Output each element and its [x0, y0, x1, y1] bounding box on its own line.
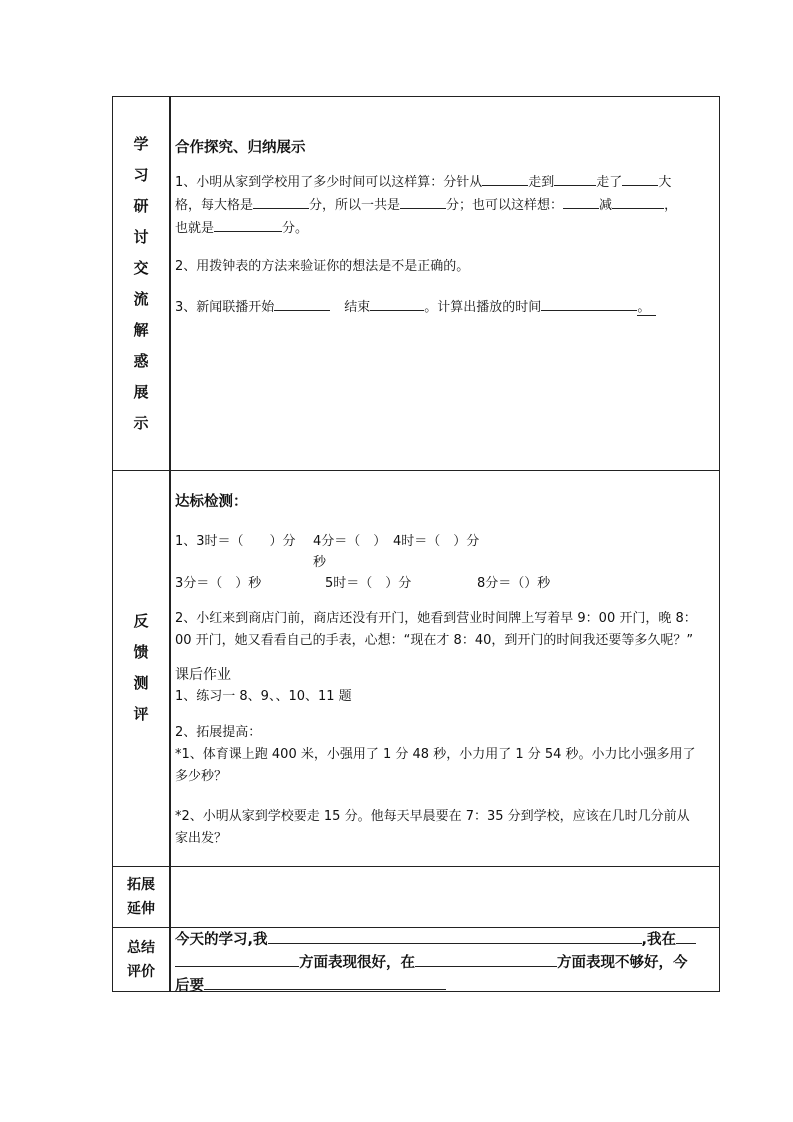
- answer-blank[interactable]: [214, 217, 282, 232]
- section4-label: [113, 928, 169, 992]
- label-char: 测: [133, 674, 149, 692]
- q3-text: 。: [637, 300, 656, 316]
- conversion-row-1: [175, 531, 713, 573]
- label-char: 习: [133, 165, 149, 184]
- conversion-item: 8分＝（）秒: [477, 576, 551, 591]
- section3-label: [113, 867, 169, 927]
- question-1: [175, 171, 713, 240]
- answer-blank[interactable]: [622, 171, 658, 186]
- section2-label: [113, 470, 169, 866]
- q1-text: ，: [664, 198, 678, 213]
- section4-content: [175, 929, 713, 998]
- label-char: 馈: [133, 643, 149, 661]
- label-char: 展: [133, 382, 149, 401]
- q1-text: 也就是: [175, 221, 215, 236]
- q1-text: 减: [599, 198, 613, 213]
- q1-text: 1、小明从家到学校用了多少时间可以这样算：分针从: [175, 175, 483, 190]
- q1-text: 分，所以一共是: [309, 198, 401, 213]
- conversion-item: 4时＝（ ）分: [393, 534, 480, 549]
- label-line: 总结: [127, 940, 155, 956]
- q3-text: 。计算出播放的时间: [424, 300, 542, 315]
- extension-q2-line-2: 家出发？: [175, 831, 228, 846]
- summary-text: 今天的学习,我: [175, 932, 268, 948]
- summary-line-3: [175, 975, 713, 998]
- worksheet-table: [112, 96, 720, 992]
- extension-title: 2、拓展提高：: [175, 725, 262, 740]
- homework-item: 1、练习一 8、9、、10、11 题: [175, 689, 352, 704]
- homework-title: 课后作业: [175, 667, 231, 683]
- answer-blank[interactable]: [253, 194, 309, 209]
- q1-text: 分。: [282, 221, 309, 236]
- summary-text: 方面表现很好，在: [299, 955, 415, 971]
- label-line: 拓展: [127, 877, 155, 893]
- answer-blank[interactable]: [370, 296, 424, 311]
- answer-blank[interactable]: [204, 975, 446, 990]
- answer-blank[interactable]: [612, 194, 664, 209]
- label-line: 评价: [127, 964, 155, 980]
- q1-text: 大: [658, 175, 672, 190]
- question-shop-line-1: 2、小红来到商店门前，商店还没有开门，她看到营业时间牌上写着早 9：00 开门，晚 8：: [175, 611, 697, 626]
- q3-text: 3、新闻联播开始: [175, 300, 275, 315]
- label-char: 讨: [133, 227, 149, 246]
- section1-heading: 合作探究、归纳展示: [175, 140, 306, 156]
- label-char: 反: [133, 612, 149, 630]
- answer-blank[interactable]: [274, 296, 330, 311]
- section2-heading: 达标检测：: [175, 494, 248, 510]
- answer-blank[interactable]: [415, 952, 557, 967]
- conversion-item: 5时＝（ ）分: [325, 576, 412, 591]
- answer-blank[interactable]: [268, 929, 642, 944]
- section3-content-area[interactable]: [175, 867, 713, 927]
- label-line: 延伸: [127, 901, 155, 917]
- label-char: 流: [133, 289, 149, 308]
- answer-blank[interactable]: [676, 929, 696, 944]
- summary-text: 方面表现不够好，今: [557, 955, 688, 971]
- question-shop-line-2: 00 开门，她又看看自己的手表，心想：“现在才 8：40，到开门的时间我还要等多久呢？”: [175, 633, 694, 648]
- section2-content: [175, 491, 713, 850]
- label-char: 研: [133, 196, 149, 215]
- answer-blank[interactable]: [541, 296, 637, 311]
- section1-label: [113, 97, 169, 470]
- row-divider-3: [113, 927, 719, 928]
- section1-content: [175, 137, 713, 319]
- q1-text: 分；也可以这样想：: [446, 198, 564, 213]
- q3-text: 结束: [344, 300, 371, 315]
- label-char: 学: [133, 134, 149, 153]
- row-divider-1: [113, 470, 719, 471]
- label-char: 交: [133, 258, 149, 277]
- answer-blank[interactable]: [482, 171, 528, 186]
- extension-q2-line-1: *2、小明从家到学校要走 15 分。他每天早晨要在 7：35 分到学校，应该在几时几分前从: [175, 809, 690, 824]
- summary-text: 后要: [175, 978, 204, 994]
- extension-q1-line-1: *1、体育课上跑 400 米，小强用了 1 分 48 秒，小力用了 1 分 54 秒。小力比小强多用了: [175, 747, 696, 762]
- conversion-item: 3分＝（ ）秒: [175, 576, 262, 591]
- question-3: [175, 296, 713, 319]
- summary-text: ,我在: [641, 932, 677, 948]
- q1-text: 走了: [596, 175, 623, 190]
- extension-q1-line-2: 多少秒？: [175, 769, 228, 784]
- label-char: 评: [133, 705, 149, 723]
- label-char: 示: [133, 413, 149, 432]
- answer-blank[interactable]: [175, 952, 299, 967]
- q1-text: 格，每大格是: [175, 198, 254, 213]
- q1-text: 走到: [528, 175, 555, 190]
- summary-line-1: [175, 929, 713, 952]
- answer-blank[interactable]: [554, 171, 596, 186]
- question-2: 2、用拨钟表的方法来验证你的想法是不是正确的。: [175, 259, 470, 274]
- label-char: 惑: [133, 351, 149, 370]
- conversion-item: 1、3时＝（ ）分: [175, 534, 296, 549]
- column-divider: [169, 97, 171, 991]
- conversion-item: 4分＝（ ）秒: [313, 534, 387, 570]
- answer-blank[interactable]: [563, 194, 599, 209]
- conversion-row-2: [175, 573, 713, 594]
- summary-line-2: [175, 952, 713, 975]
- answer-blank[interactable]: [400, 194, 446, 209]
- label-char: 解: [133, 320, 149, 339]
